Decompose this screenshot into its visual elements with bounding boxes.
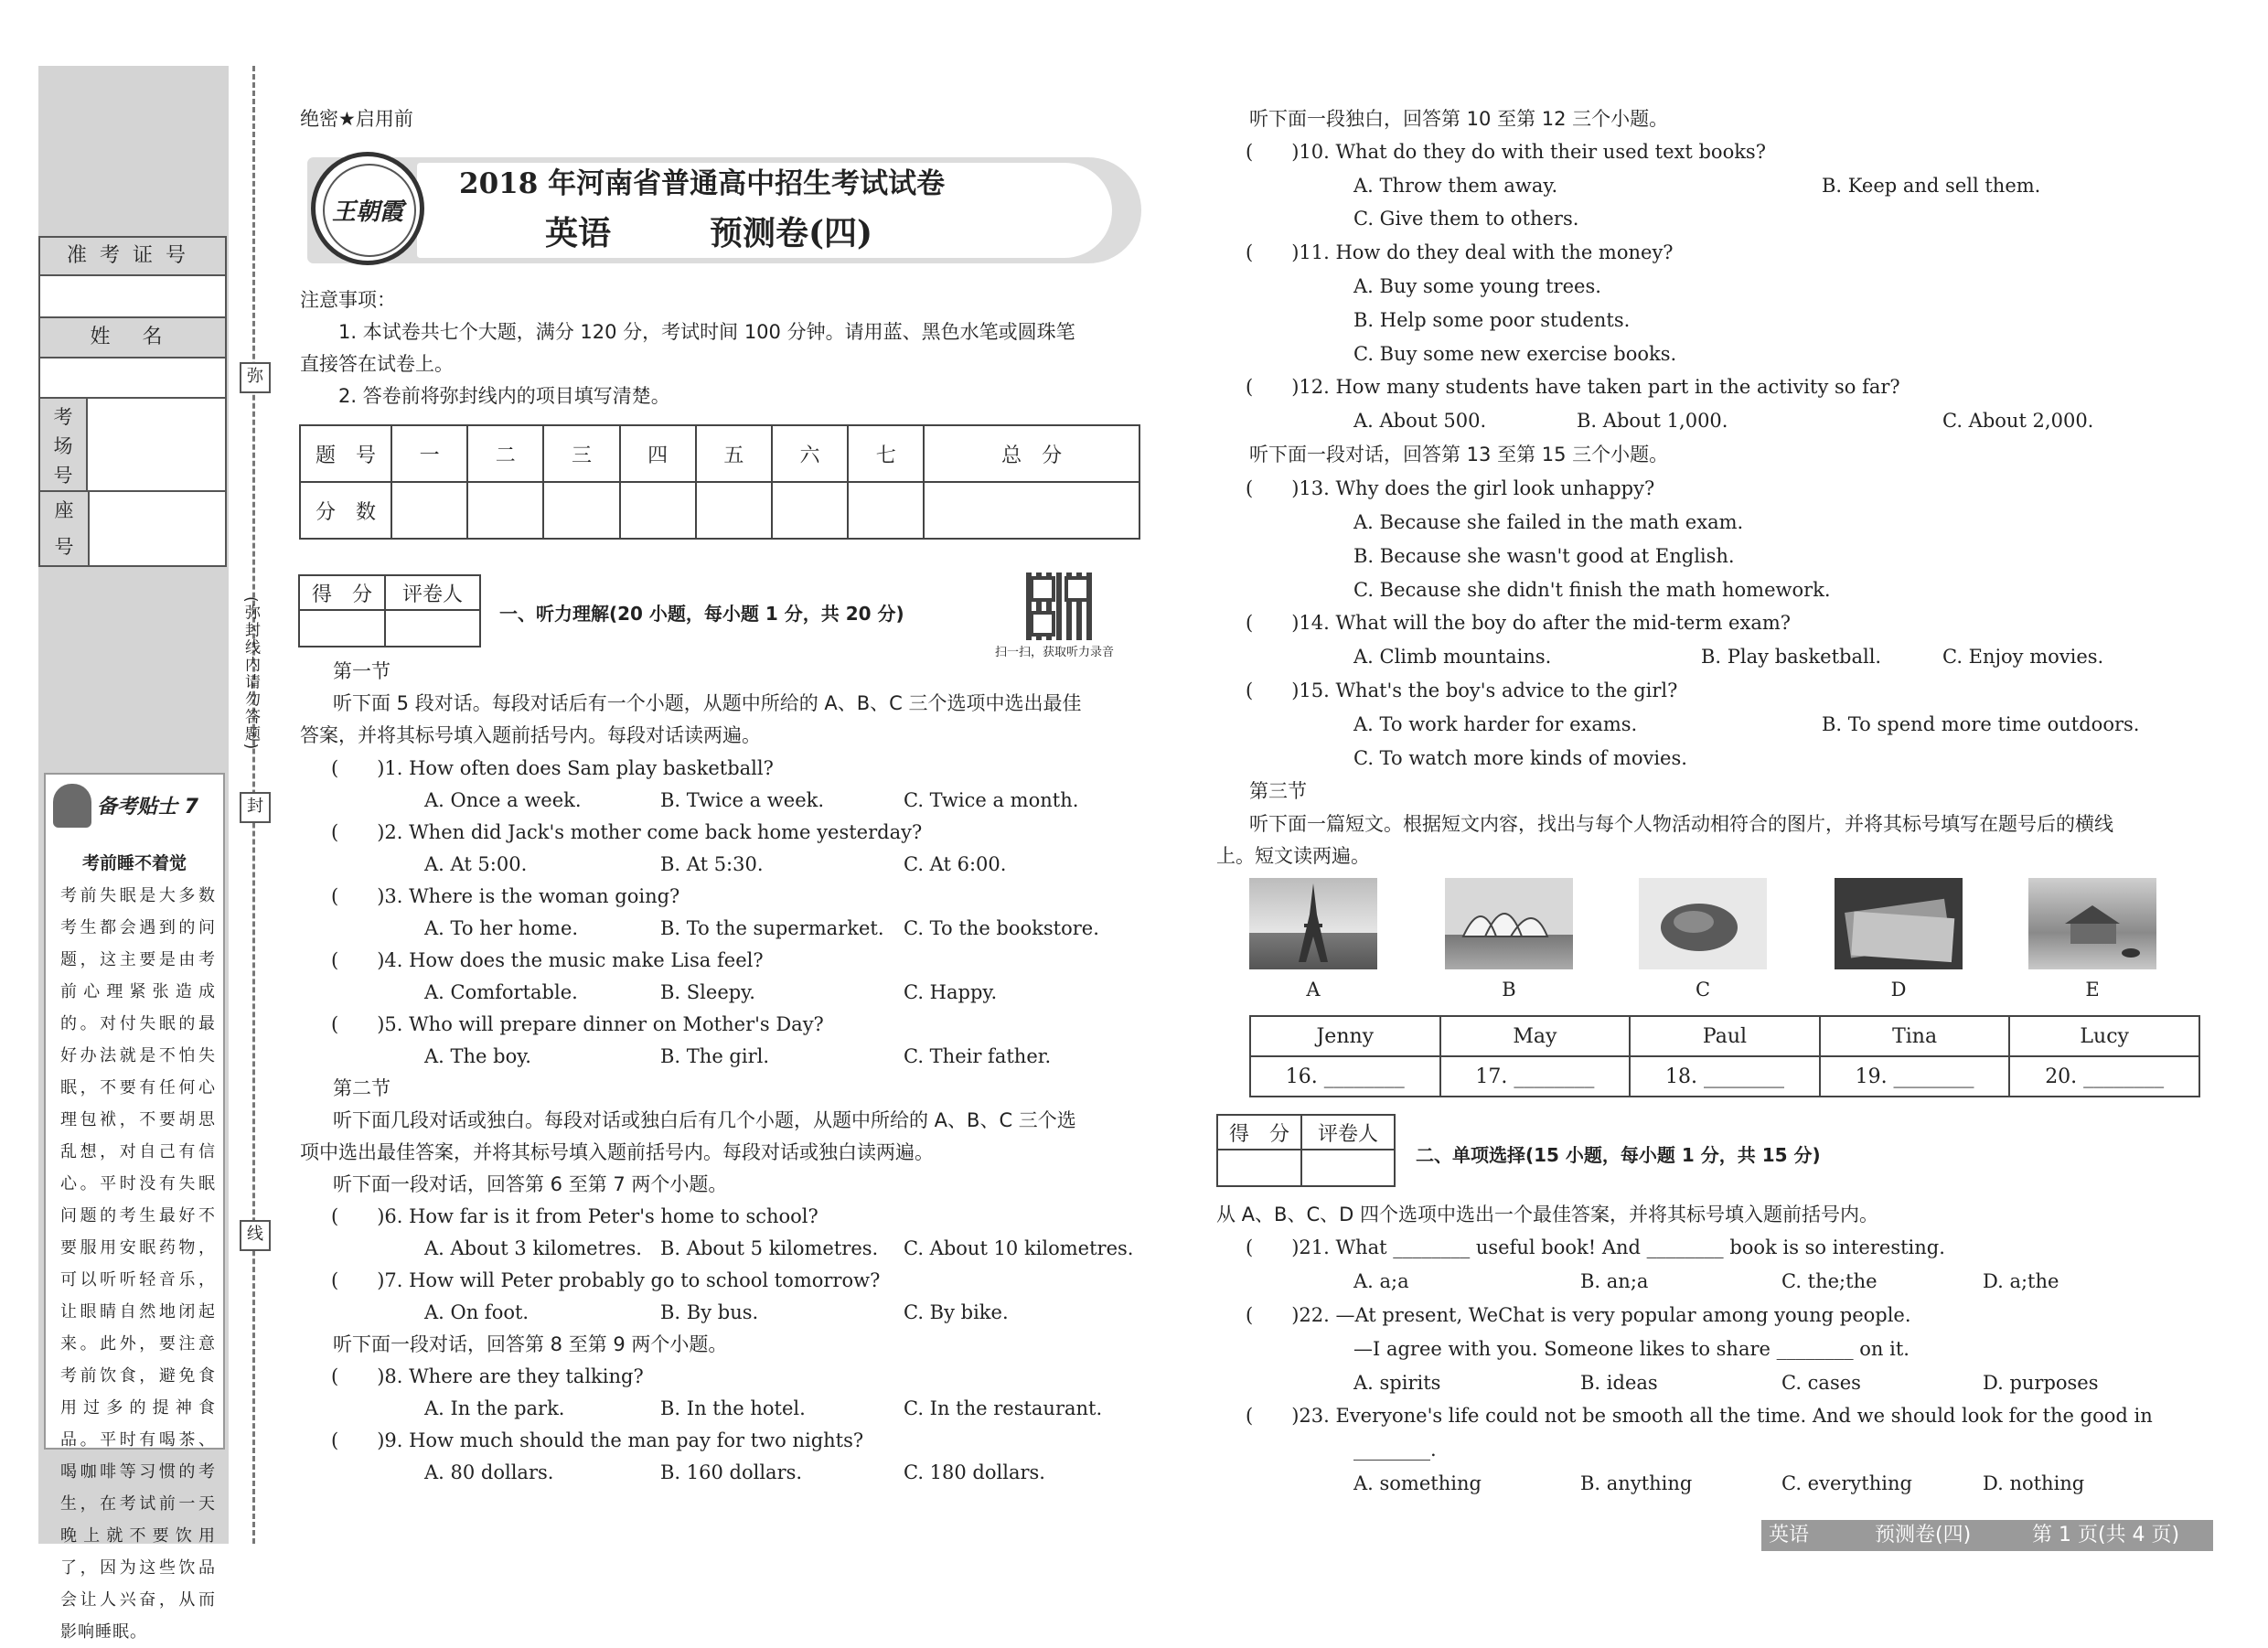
score-header-cell: 二 (467, 425, 543, 482)
match-answer-blank[interactable]: 20. ________ (2009, 1056, 2199, 1097)
q2-option-a: A. At 5:00. (424, 853, 528, 875)
secret-label: 绝密★启用前 (300, 108, 413, 130)
question-13: ( )13. Why does the girl look unhappy? (1246, 477, 1655, 499)
question-10: ( )10. What do they do with their used text books? (1246, 141, 1766, 163)
q5-option-a: A. The boy. (424, 1045, 531, 1067)
exam-tip-box (44, 773, 225, 1642)
score-header-cell: 三 (543, 425, 619, 482)
question-2: ( )2. When did Jack's mother come back home yesterday? (331, 821, 923, 843)
matching-table (1249, 1015, 2200, 1097)
score-cell[interactable] (620, 482, 696, 539)
notice-title: 注意事项： (300, 289, 396, 311)
q23-option-c: C. everything (1781, 1472, 1912, 1494)
q13-option-a: A. Because she failed in the math exam. (1353, 511, 1744, 533)
part1-intro-cont: 答案，并将其标号填入题前括号内。每段对话读两遍。 (300, 724, 761, 746)
grader-score-label: 得 分 (299, 575, 385, 610)
picture-label-b: B (1502, 979, 1516, 1001)
question-7: ( )7. How will Peter probably go to school tomorrow? (331, 1269, 881, 1291)
grader-reviewer-cell[interactable] (1301, 1150, 1395, 1186)
grader-reviewer-label: 评卷人 (1301, 1115, 1395, 1150)
eiffel-tower-icon (1249, 878, 1377, 969)
grader-reviewer-cell[interactable] (385, 610, 480, 647)
page-footer (1761, 1520, 2213, 1551)
logo-text: 王朝霞 (331, 198, 403, 226)
score-cell[interactable] (391, 482, 467, 539)
part2-intro: 听下面几段对话或独白。每段对话或独白后有几个小题，从题中所给的 A、B、C 三个选 (333, 1109, 1076, 1131)
seal-char-1: 弥 (240, 362, 271, 393)
footer-page: 第 1 页(共 4 页) (2032, 1524, 2180, 1546)
q1-option-c: C. Twice a month. (904, 789, 1079, 811)
notice-item-1-cont: 直接答在试卷上。 (300, 353, 454, 375)
q1-option-b: B. Twice a week. (660, 789, 825, 811)
seat-label: 座 号 (40, 492, 90, 565)
question-15: ( )15. What's the boy's advice to the girl? (1246, 680, 1678, 701)
notice-item-2: 2. 答卷前将弥封线内的项目填写清楚。 (338, 385, 670, 407)
score-cell[interactable] (467, 482, 543, 539)
grader-score-cell[interactable] (1217, 1150, 1301, 1186)
mascot-icon (53, 784, 91, 828)
q3-option-b: B. To the supermarket. (660, 917, 884, 939)
q12-option-b: B. About 1,000. (1577, 410, 1728, 432)
notice-item-1: 1. 本试卷共七个大题，满分 120 分，考试时间 100 分钟。请用蓝、黑色水笔或圆珠笔 (338, 321, 1075, 343)
part2-label: 第二节 (333, 1077, 390, 1099)
picture-label-c: C (1695, 979, 1711, 1001)
dialogue-6-7-label: 听下面一段对话，回答第 6 至第 7 两个小题。 (333, 1173, 728, 1195)
q15-option-a: A. To work harder for exams. (1353, 713, 1638, 735)
match-answer-blank[interactable]: 18. ________ (1630, 1056, 1820, 1097)
part3-intro: 听下面一篇短文。根据短文内容，找出与每个人物活动相符合的图片，并将其标号填写在题号后的横线 (1249, 813, 2113, 835)
grader-reviewer-label: 评卷人 (385, 575, 480, 610)
question-3: ( )3. Where is the woman going? (331, 885, 680, 907)
score-cell[interactable] (772, 482, 848, 539)
q7-option-c: C. By bike. (904, 1301, 1009, 1323)
q9-option-a: A. 80 dollars. (424, 1461, 554, 1483)
picture-opera-house (1445, 878, 1573, 969)
section2-title: 二、单项选择(15 小题，每小题 1 分，共 15 分) (1416, 1144, 1821, 1166)
question-4: ( )4. How does the music make Lisa feel? (331, 949, 764, 971)
score-header-cell: 六 (772, 425, 848, 482)
picture-countryside (2028, 878, 2156, 969)
score-header-cell: 题 号 (300, 425, 391, 482)
seal-char-2: 封 (240, 792, 271, 823)
part2-intro-cont: 项中选出最佳答案，并将其标号填入题前括号内。每段对话或独白读两遍。 (300, 1141, 934, 1163)
q8-option-b: B. In the hotel. (660, 1397, 806, 1419)
exam-number-field[interactable] (40, 276, 225, 318)
section2-intro: 从 A、B、C、D 四个选项中选出一个最佳答案，并将其标号填入题前括号内。 (1216, 1204, 1878, 1225)
score-header-cell: 五 (696, 425, 772, 482)
score-table (299, 424, 1140, 540)
q10-option-c: C. Give them to others. (1353, 208, 1579, 230)
match-answer-blank[interactable]: 17. ________ (1440, 1056, 1631, 1097)
q1-option-a: A. Once a week. (424, 789, 582, 811)
grader-score-cell[interactable] (299, 610, 385, 647)
q12-option-c: C. About 2,000. (1942, 410, 2094, 432)
seat-field[interactable] (90, 492, 225, 565)
q4-option-c: C. Happy. (904, 981, 998, 1003)
score-cell[interactable] (848, 482, 924, 539)
picture-roast-duck (1639, 878, 1767, 969)
q5-option-b: B. The girl. (660, 1045, 770, 1067)
picture-label-a: A (1306, 979, 1321, 1001)
question-23: ( )23. Everyone's life could not be smooth all the time. And we should look for the good in (1246, 1405, 2153, 1427)
name-field[interactable] (40, 358, 225, 399)
question-8: ( )8. Where are they talking? (331, 1365, 644, 1387)
q22-option-a: A. spirits (1353, 1372, 1441, 1394)
q6-option-b: B. About 5 kilometres. (660, 1237, 879, 1259)
q4-option-a: A. Comfortable. (424, 981, 578, 1003)
score-header-cell: 一 (391, 425, 467, 482)
exam-subject: 英语 (545, 214, 612, 252)
q7-option-a: A. On foot. (424, 1301, 530, 1323)
q11-option-b: B. Help some poor students. (1353, 309, 1631, 331)
question-6: ( )6. How far is it from Peter's home to school? (331, 1205, 818, 1227)
q22-option-d: D. purposes (1983, 1372, 2099, 1394)
question-11: ( )11. How do they deal with the money? (1246, 241, 1674, 263)
match-answer-blank[interactable]: 19. ________ (1820, 1056, 2010, 1097)
tip-body: 考前失眠是大多数考生都会遇到的问题，这主要是由考前心理紧张造成的。对付失眠的最好办法就是不怕失眠，不要有任何心理包袱，不要胡思乱想，对自己有信心。平时没有失眠问题的考生最好不要服用安眠药物，可以听听轻音乐，让眼睛自然地闭起来。此外，要注意考前饮食，避免食用过多的提神食品。平时有喝茶、喝咖啡等习惯的考生，在考试前一天晚上就不要饮用了，因为这些饮品会让人兴奋，从而影响睡眠。 (60, 886, 216, 1642)
tip-title: 备考贴士 7 (97, 796, 198, 819)
section1-title: 一、听力理解(20 小题，每小题 1 分，共 20 分) (499, 603, 904, 625)
match-answer-blank[interactable]: 16. ________ (1250, 1056, 1440, 1097)
picture-eiffel-tower (1249, 878, 1377, 969)
part1-intro: 听下面 5 段对话。每段对话后有一个小题，从题中所给的 A、B、C 三个选项中选出最佳 (333, 692, 1082, 714)
picture-label-e: E (2085, 979, 2100, 1001)
q21-option-d: D. a;the (1983, 1270, 2059, 1292)
match-name-cell: Lucy (2009, 1016, 2199, 1056)
roast-duck-icon (1639, 878, 1767, 969)
q13-option-c: C. Because she didn't finish the math homework. (1353, 579, 1831, 601)
room-label: 考 场 号 (40, 399, 88, 490)
question-12: ( )12. How many students have taken part in the activity so far? (1246, 376, 1900, 398)
q11-option-c: C. Buy some new exercise books. (1353, 343, 1677, 365)
q6-option-a: A. About 3 kilometres. (424, 1237, 642, 1259)
score-header-cell: 四 (620, 425, 696, 482)
question-23-cont: ________. (1353, 1439, 1437, 1461)
qr-caption: 扫一扫，获取听力录音 (995, 646, 1115, 659)
footer-subject: 英语 (1769, 1524, 1810, 1546)
match-name-cell: Jenny (1250, 1016, 1440, 1056)
opera-house-icon (1445, 878, 1573, 969)
match-name-cell: Tina (1820, 1016, 2010, 1056)
q10-option-a: A. Throw them away. (1353, 175, 1558, 197)
q7-option-b: B. By bus. (660, 1301, 759, 1323)
q8-option-a: A. In the park. (424, 1397, 565, 1419)
grader-box-2 (1216, 1114, 1396, 1187)
seal-char-3: 线 (240, 1220, 271, 1251)
dialogue-13-15-label: 听下面一段对话，回答第 13 至第 15 三个小题。 (1249, 444, 1669, 466)
score-cell[interactable] (924, 482, 1139, 539)
q10-option-b: B. Keep and sell them. (1822, 175, 2041, 197)
q22-option-c: C. cases (1781, 1372, 1861, 1394)
grader-score-label: 得 分 (1217, 1115, 1301, 1150)
match-name-cell: May (1440, 1016, 1631, 1056)
dialogue-8-9-label: 听下面一段对话，回答第 8 至第 9 两个小题。 (333, 1333, 728, 1355)
score-row-label: 分 数 (300, 482, 391, 539)
question-9: ( )9. How much should the man pay for two nights? (331, 1429, 864, 1451)
q11-option-a: A. Buy some young trees. (1353, 275, 1601, 297)
q14-option-c: C. Enjoy movies. (1942, 646, 2104, 668)
q8-option-c: C. In the restaurant. (904, 1397, 1103, 1419)
score-header-cell: 七 (848, 425, 924, 482)
question-5: ( )5. Who will prepare dinner on Mother's Day? (331, 1013, 824, 1035)
q23-option-b: B. anything (1580, 1472, 1693, 1494)
countryside-icon (2028, 878, 2156, 969)
picture-label-d: D (1890, 979, 1907, 1001)
footer-paper: 预测卷(四) (1875, 1524, 1972, 1546)
seal-note: (弥封线内请勿答题) (241, 596, 260, 752)
question-22: ( )22. —At present, WeChat is very popular among young people. (1246, 1304, 1911, 1326)
exam-title: 2018 年河南省普通高中招生考试试卷 (459, 167, 946, 200)
tip-heading: 考前睡不着觉 (81, 853, 187, 873)
exam-number-label: 准考证号 (40, 238, 225, 276)
q13-option-b: B. Because she wasn't good at English. (1353, 545, 1735, 567)
q22-option-b: B. ideas (1580, 1372, 1658, 1394)
exam-number-box (38, 236, 227, 318)
room-field[interactable] (90, 399, 225, 490)
q21-option-b: B. an;a (1580, 1270, 1649, 1292)
score-header-cell: 总 分 (924, 425, 1139, 482)
q3-option-c: C. To the bookstore. (904, 917, 1099, 939)
q21-option-a: A. a;a (1353, 1270, 1409, 1292)
q23-option-d: D. nothing (1983, 1472, 2085, 1494)
q9-option-c: C. 180 dollars. (904, 1461, 1045, 1483)
monologue-10-12-label: 听下面一段独白，回答第 10 至第 12 三个小题。 (1249, 108, 1669, 130)
score-cell[interactable] (696, 482, 772, 539)
publisher-logo (311, 152, 424, 265)
q14-option-b: B. Play basketball. (1701, 646, 1882, 668)
q15-option-c: C. To watch more kinds of movies. (1353, 747, 1687, 769)
q2-option-b: B. At 5:30. (660, 853, 764, 875)
q12-option-a: A. About 500. (1353, 410, 1487, 432)
question-1: ( )1. How often does Sam play basketball? (331, 757, 774, 779)
tip-banner (53, 784, 216, 829)
seat-box (38, 490, 227, 567)
picture-money (1835, 878, 1963, 969)
question-14: ( )14. What will the boy do after the mid-term exam? (1246, 612, 1792, 634)
q14-option-a: A. Climb mountains. (1353, 646, 1552, 668)
name-label: 姓 名 (40, 318, 225, 358)
qr-code-icon[interactable] (1026, 573, 1094, 640)
q3-option-a: A. To her home. (424, 917, 579, 939)
score-cell[interactable] (543, 482, 619, 539)
q15-option-b: B. To spend more time outdoors. (1822, 713, 2140, 735)
grader-box-1 (298, 574, 481, 647)
q4-option-b: B. Sleepy. (660, 981, 755, 1003)
q9-option-b: B. 160 dollars. (660, 1461, 803, 1483)
q5-option-c: C. Their father. (904, 1045, 1052, 1067)
q6-option-c: C. About 10 kilometres. (904, 1237, 1134, 1259)
name-box (38, 316, 227, 399)
question-21: ( )21. What ________ useful book! And ________ book is so interesting. (1246, 1236, 1945, 1258)
question-22-reply: —I agree with you. Someone likes to share ________ on it. (1353, 1338, 1910, 1360)
money-icon (1835, 878, 1963, 969)
exam-paper-name: 预测卷(四) (710, 214, 873, 252)
part1-label: 第一节 (333, 660, 390, 682)
part3-intro-cont: 上。短文读两遍。 (1216, 845, 1370, 867)
q21-option-c: C. the;the (1781, 1270, 1878, 1292)
match-name-cell: Paul (1630, 1016, 1820, 1056)
q2-option-c: C. At 6:00. (904, 853, 1007, 875)
room-box (38, 397, 227, 492)
q23-option-a: A. something (1353, 1472, 1482, 1494)
part3-label: 第三节 (1249, 780, 1307, 802)
